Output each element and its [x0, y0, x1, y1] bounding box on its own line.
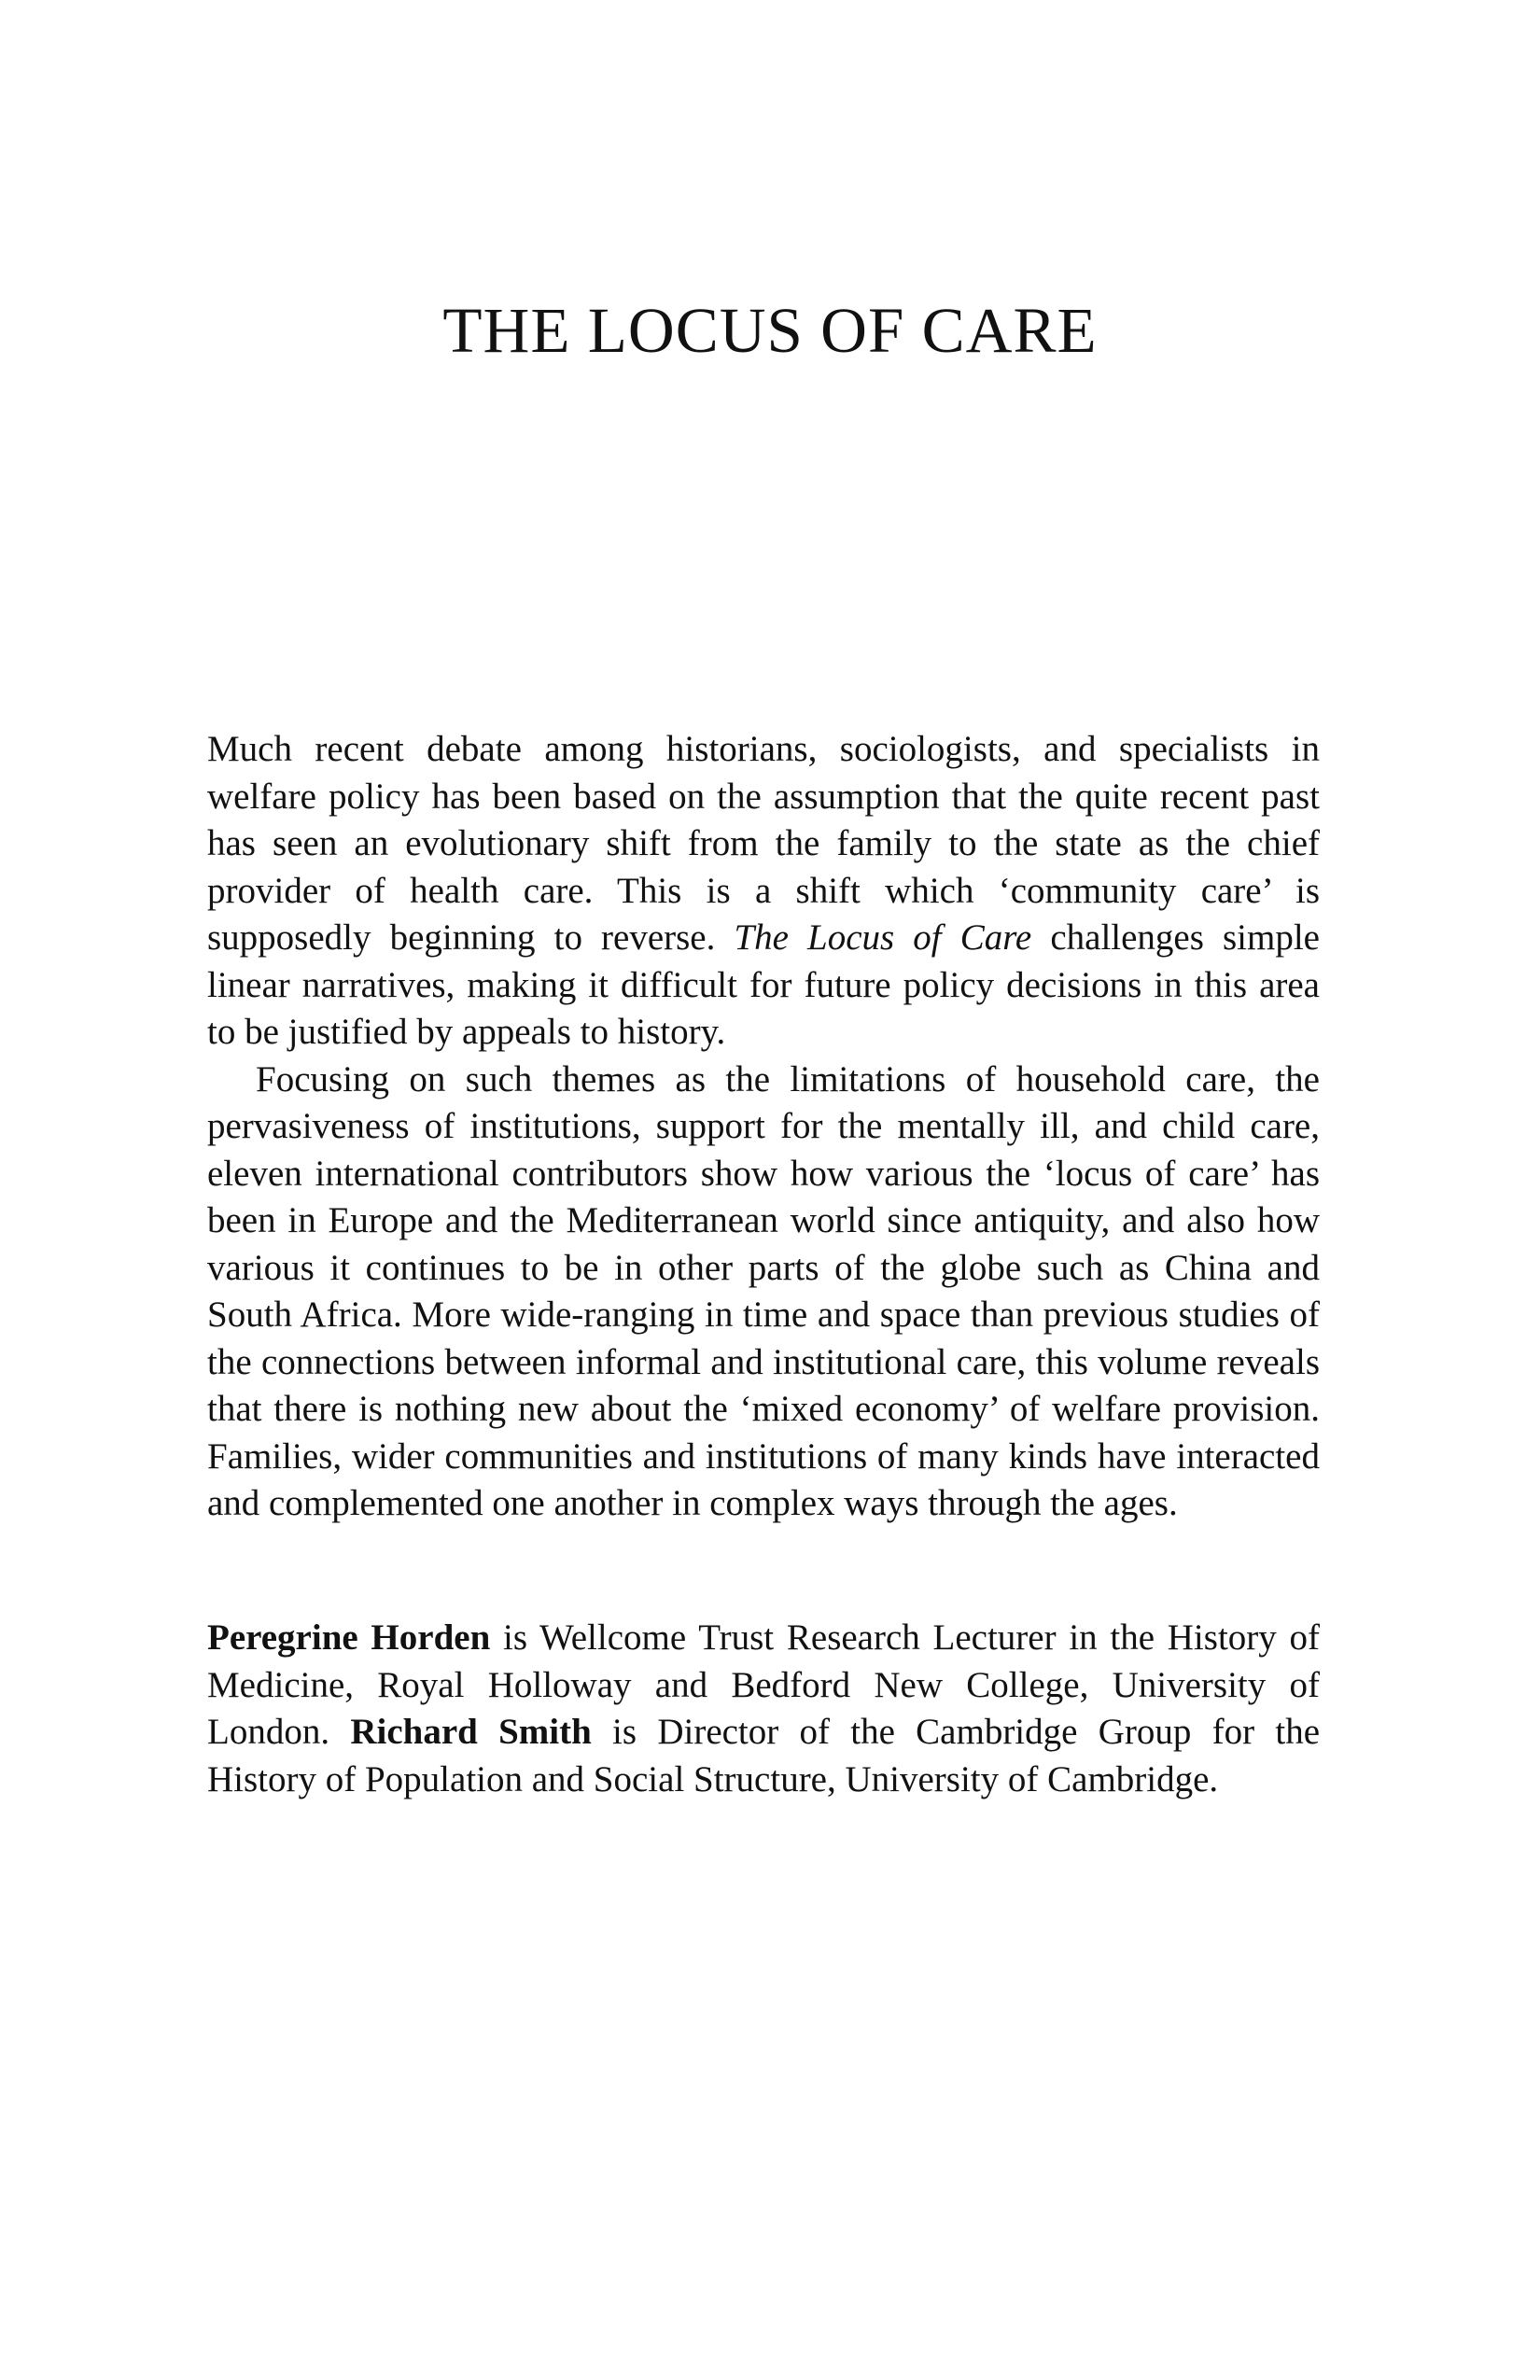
description-paragraph-2: Focusing on such themes as the limitations of household care, the pervasiveness of institutions, support for the mentally ill, and child care, eleven international contributors show how various the ‘locus of care’ has been in Europe and the Mediterranean world since antiquity, and also how various it continues to be in other parts of the globe such as China and South Africa. More wide-ranging in time and space than previous studies of the connections between informal and institutional care, this volume reveals that there is nothing new about the ‘mixed economy’ of welfare provision. Families, wider communities and institutions of many kinds have interacted and complemented one another in complex ways through the ages.	[207, 1058, 1320, 1523]
bio-paragraph	[207, 1615, 1320, 1803]
editor-2-bio: is Director of the Cambridge Group for the History of Population and Social Structure, University of Cambridge.	[207, 1712, 1320, 1799]
page-title: THE LOCUS OF CARE	[442, 295, 1098, 366]
editor-2-name: Richard Smith	[350, 1712, 592, 1752]
editors-bio	[207, 1615, 1320, 1803]
book-description	[207, 726, 1320, 1528]
book-title-italic: The Locus of Care	[734, 917, 1032, 958]
description-p1-end: challenges simple linear narratives, making it difficult for future policy decisions in this area to be justified by appeals to history.	[207, 917, 1320, 1052]
description-paragraph-1	[207, 726, 1320, 1057]
editor-1-bio: is Wellcome Trust Research Lecturer in the History of Medicine, Royal Holloway and Bedford New College, University of London.	[207, 1617, 1320, 1752]
description-p1-start: Much recent debate among historians, sociologists, and specialists in welfare policy has been based on the assumption that the quite recent past has seen an evolutionary shift from the family to the state as the chief provider of health care. This is a shift which ‘community care’ is supposedly beginning to reverse.	[207, 729, 1320, 958]
editor-1-name: Peregrine Horden	[207, 1617, 491, 1658]
